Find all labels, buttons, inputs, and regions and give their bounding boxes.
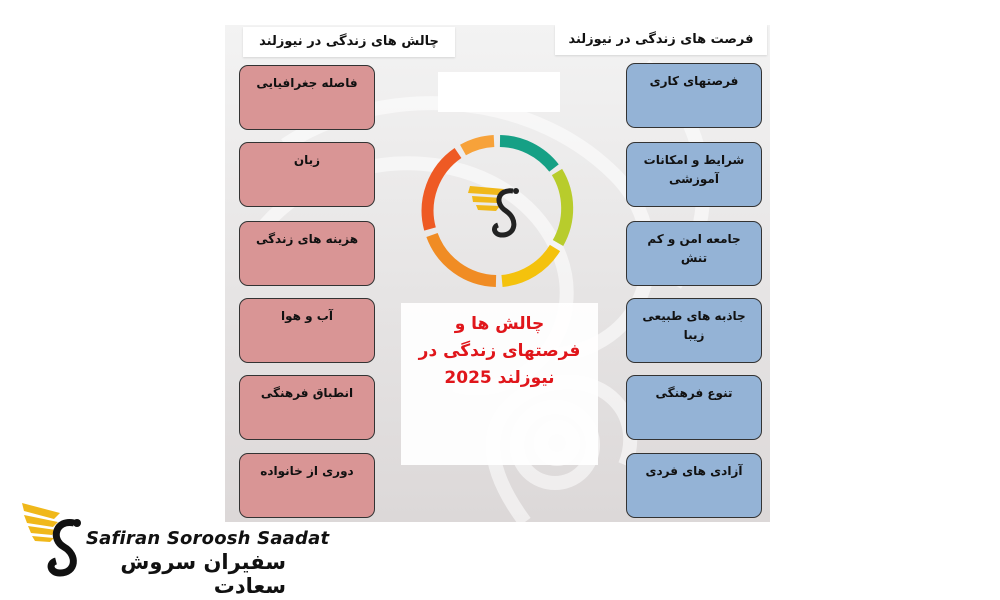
segmented-ring (418, 131, 578, 291)
ring-logo-icon (468, 186, 519, 235)
challenge-box: انطباق فرهنگی (239, 375, 375, 440)
ring-segment-yellow (502, 248, 555, 281)
infographic-panel (225, 25, 770, 522)
challenge-box: فاصله جغرافیایی (239, 65, 375, 130)
opportunity-box: جاذبه های طبیعی زیبا (626, 298, 762, 363)
center-title-line: فرصتهای زندگی در (418, 341, 581, 361)
opportunities-header: فرصت های زندگی در نیوزلند (555, 25, 767, 55)
ring-segment-gap (463, 141, 494, 150)
opportunity-box: آزادی های فردی (626, 453, 762, 518)
brand-name-en: Safiran Soroosh Saadat (86, 528, 330, 549)
opportunity-box: تنوع فرهنگی (626, 375, 762, 440)
blank-label-box (438, 72, 560, 112)
center-title-line: نیوزلند 2025 (444, 368, 555, 388)
brand-logo-icon (20, 495, 88, 577)
ring-segment-orange (432, 235, 496, 281)
challenge-box: زبان (239, 142, 375, 207)
ring-segment-red (428, 153, 458, 229)
center-title-line: چالش ها و (454, 314, 545, 334)
center-title-card (401, 303, 598, 465)
opportunity-box: جامعه امن و کم تنش (626, 221, 762, 286)
challenge-box: دوری از خانواده (239, 453, 375, 518)
challenge-box: آب و هوا (239, 298, 375, 363)
brand-name-fa: سفیران سروش سعادت (120, 550, 286, 598)
ring-segment-lime (557, 172, 567, 243)
challenge-box: هزینه های زندگی (239, 221, 375, 286)
opportunity-box: شرایط و امکانات آموزشی (626, 142, 762, 207)
ring-segment-teal (500, 141, 554, 168)
opportunity-box: فرصتهای کاری (626, 63, 762, 128)
challenges-header: چالش های زندگی در نیوزلند (243, 27, 455, 57)
